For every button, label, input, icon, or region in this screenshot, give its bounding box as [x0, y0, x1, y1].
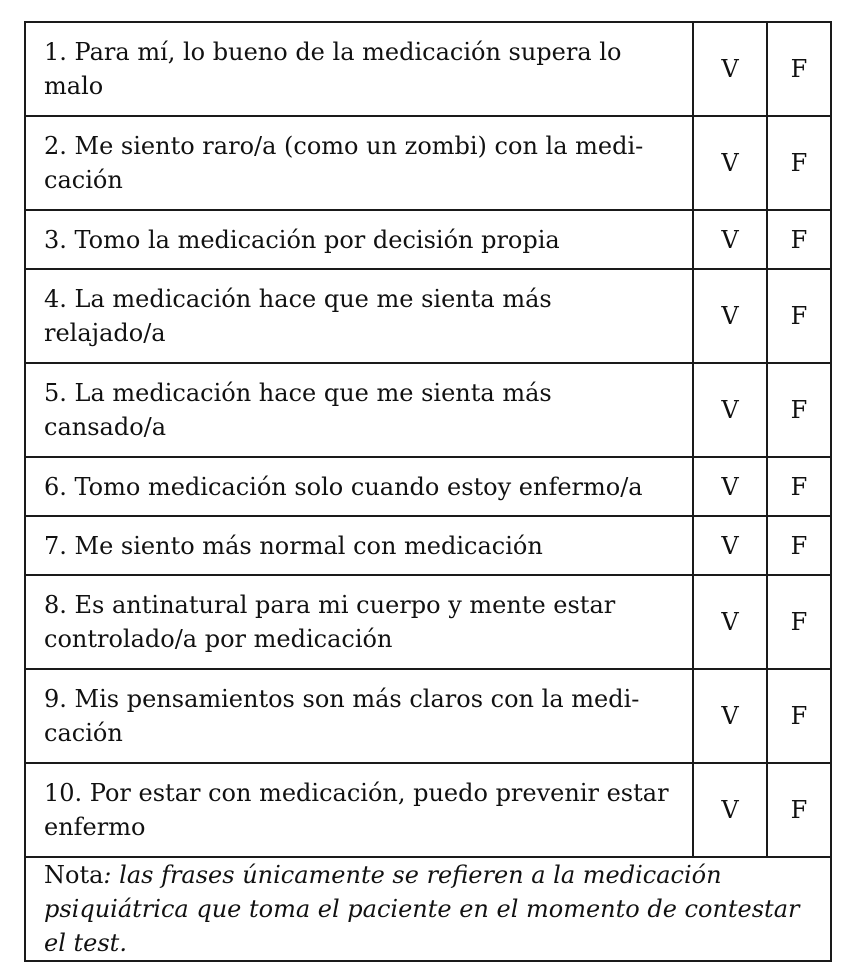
false-option: F: [767, 669, 831, 763]
true-option: V: [693, 363, 767, 457]
table-row: [25, 763, 831, 857]
false-option: F: [767, 457, 831, 516]
note-label: Nota: [44, 861, 104, 889]
questionnaire-table: [24, 21, 832, 962]
question-text: 5. La medicación hace que me sienta más cansado/a: [25, 363, 693, 457]
note-colon: :: [103, 861, 112, 889]
false-option: F: [767, 516, 831, 575]
table-row: [25, 116, 831, 210]
question-text: 10. Por estar con medicación, puedo prevenir estar enfermo: [25, 763, 693, 857]
question-text: 8. Es antinatural para mi cuerpo y mente estar controlado/a por medicación: [25, 575, 693, 669]
false-option: F: [767, 269, 831, 363]
question-text: 6. Tomo medicación solo cuando estoy enfermo/a: [25, 457, 693, 516]
true-option: V: [693, 575, 767, 669]
table-row: [25, 210, 831, 269]
true-option: V: [693, 116, 767, 210]
note-row: [25, 857, 831, 961]
table-row: [25, 457, 831, 516]
true-option: V: [693, 516, 767, 575]
table-row: [25, 669, 831, 763]
question-text: 7. Me siento más normal con medicación: [25, 516, 693, 575]
false-option: F: [767, 210, 831, 269]
true-option: V: [693, 669, 767, 763]
true-option: V: [693, 763, 767, 857]
true-option: V: [693, 22, 767, 116]
question-text: 3. Tomo la medicación por decisión propia: [25, 210, 693, 269]
question-text: 2. Me siento raro/a (como un zombi) con la medi-cación: [25, 116, 693, 210]
note-text: las frases únicamente se refieren a la medicación psiquiátrica que toma el paciente en el momento de contestar el test.: [44, 861, 800, 957]
table-row: [25, 22, 831, 116]
false-option: F: [767, 116, 831, 210]
question-text: 4. La medicación hace que me sienta más relajado/a: [25, 269, 693, 363]
table-row: [25, 575, 831, 669]
table-row: [25, 516, 831, 575]
false-option: F: [767, 363, 831, 457]
true-option: V: [693, 457, 767, 516]
note-cell: [25, 857, 831, 961]
question-text: 1. Para mí, lo bueno de la medicación supera lo malo: [25, 22, 693, 116]
table-row: [25, 269, 831, 363]
true-option: V: [693, 210, 767, 269]
false-option: F: [767, 22, 831, 116]
false-option: F: [767, 763, 831, 857]
false-option: F: [767, 575, 831, 669]
question-text: 9. Mis pensamientos son más claros con la medi-cación: [25, 669, 693, 763]
true-option: V: [693, 269, 767, 363]
table-row: [25, 363, 831, 457]
